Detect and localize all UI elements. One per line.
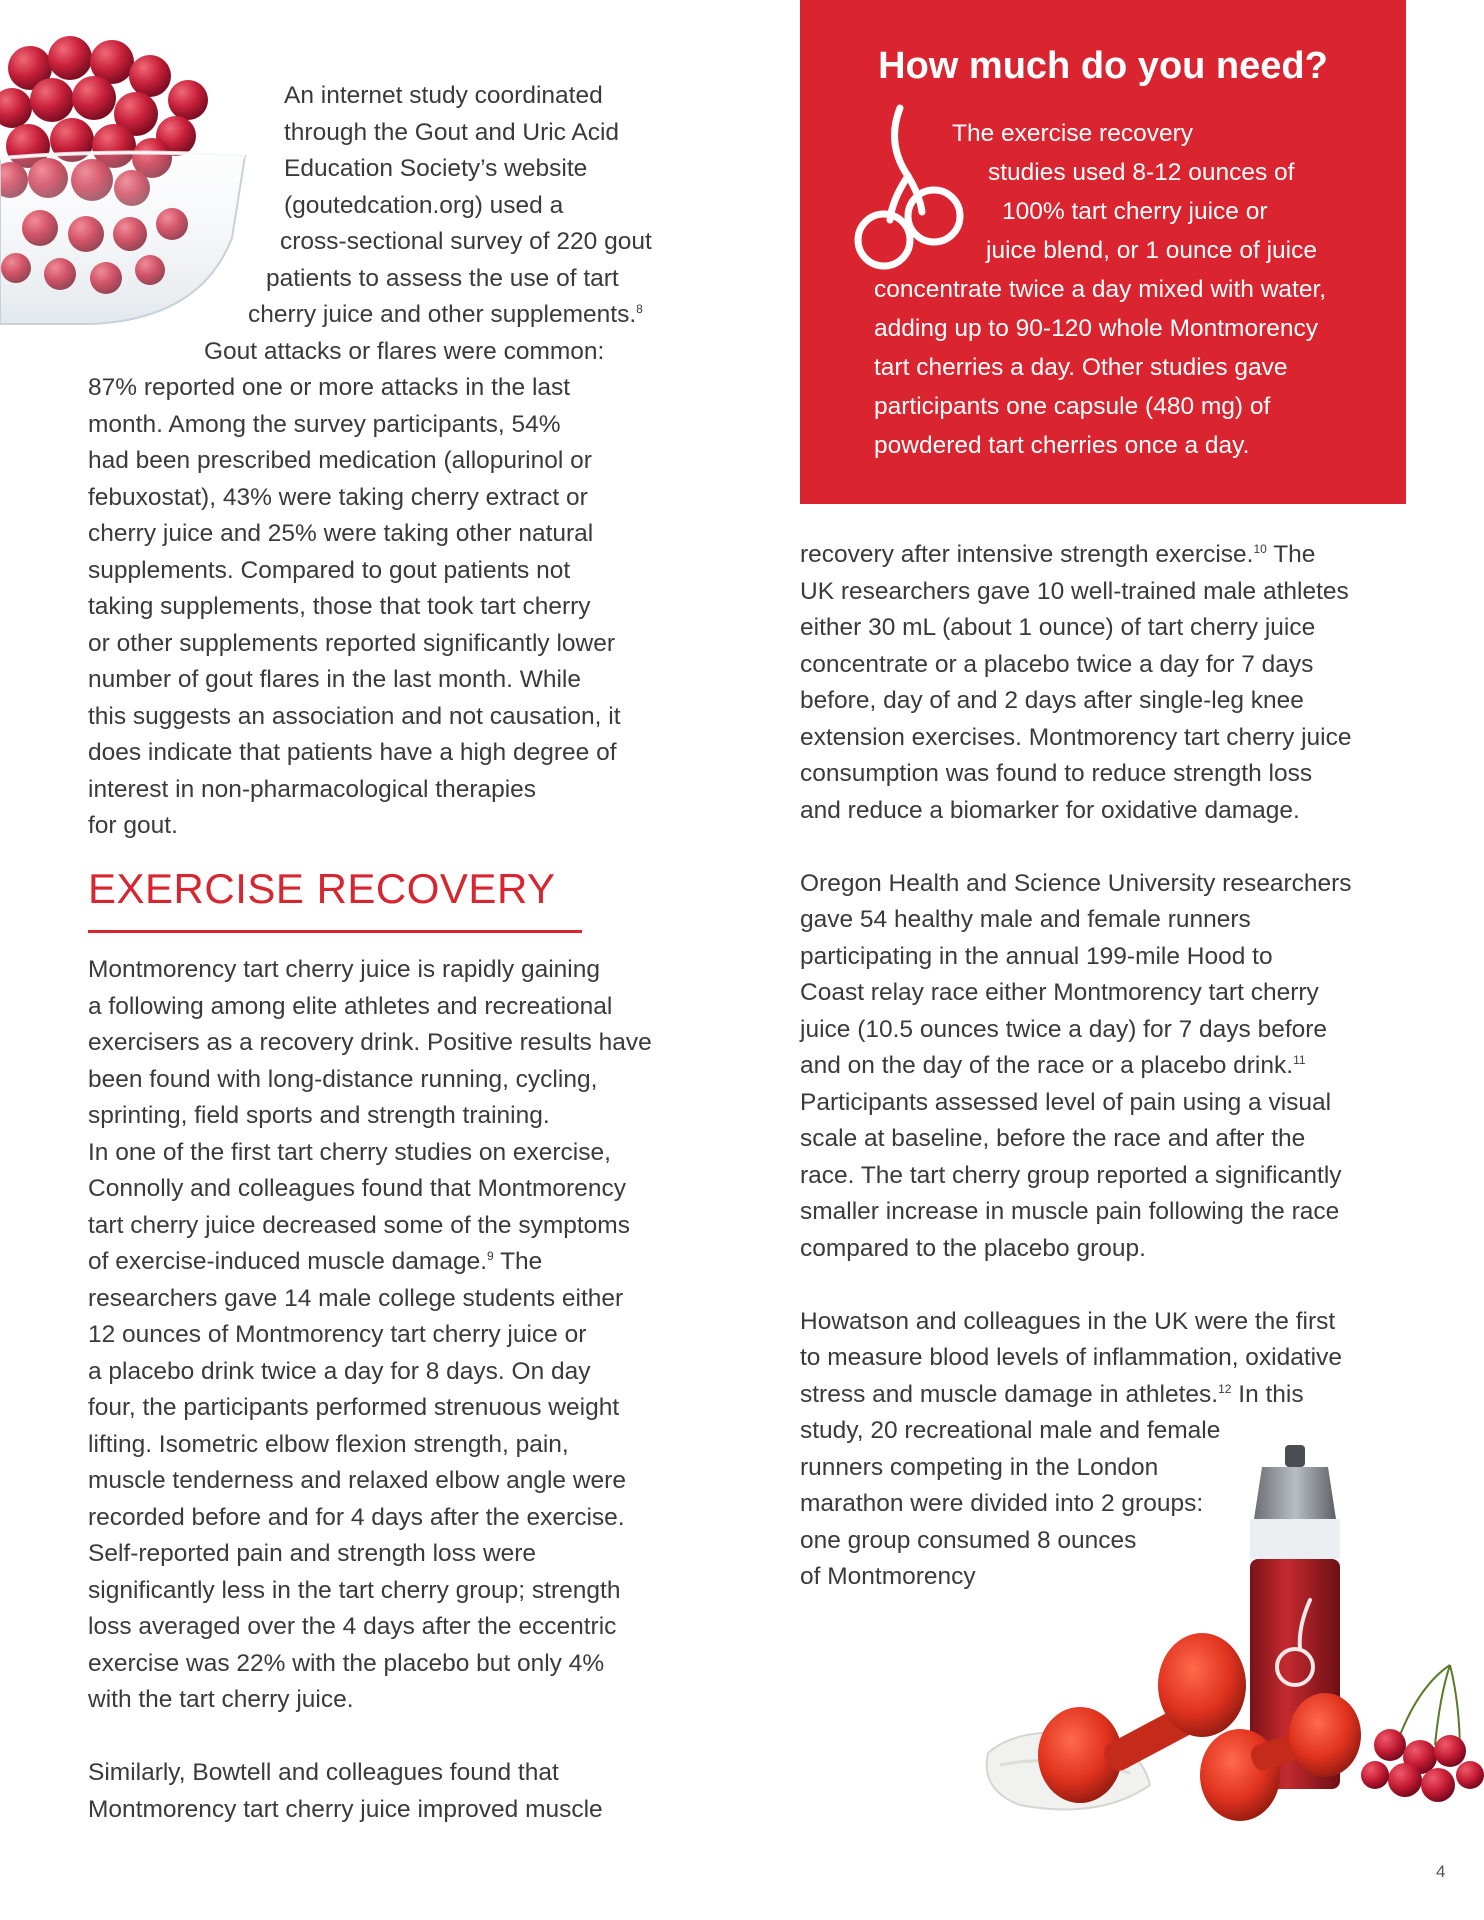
callout-line: 100% tart cherry juice or — [1002, 198, 1268, 225]
intro-line: cross-sectional survey of 220 gout — [280, 228, 652, 255]
body-line: consumption was found to reduce strength loss — [800, 760, 1313, 787]
fitness-still-life-image — [980, 1435, 1484, 1830]
body-line-text: and on the day of the race or a placebo drink. — [800, 1052, 1294, 1079]
intro-paragraph — [88, 78, 652, 845]
paragraph-gap — [88, 1719, 652, 1756]
body-line: concentrate or a placebo twice a day for 7 days — [800, 650, 1314, 678]
paragraph-gap — [800, 1267, 1352, 1304]
body-line: and reduce a biomarker for oxidative damage. — [800, 796, 1300, 824]
body-line: a placebo drink twice a day for 8 days. On day — [88, 1357, 591, 1385]
body-line: gave 54 healthy male and female runners — [800, 906, 1251, 933]
body-line: participating in the annual 199-mile Hood to — [800, 942, 1273, 970]
body-line: been found with long-distance running, cycling, — [88, 1065, 598, 1093]
body-line: of Montmorency — [800, 1563, 976, 1590]
body-line: four, the participants performed strenuous weight — [88, 1394, 620, 1421]
body-line — [88, 1244, 652, 1281]
body-line: before, day of and 2 days after single-leg knee — [800, 687, 1304, 714]
body-line: loss averaged over the 4 days after the eccentric — [88, 1613, 617, 1640]
body-line: researchers gave 14 male college students either — [88, 1284, 624, 1312]
body-line: study, 20 recreational male and female — [800, 1417, 1221, 1444]
intro-line: interest in non-pharmacological therapies — [88, 775, 537, 803]
intro-line: had been prescribed medication (allopurinol or — [88, 447, 592, 474]
callout-line: juice blend, or 1 ounce of juice — [986, 237, 1317, 264]
paragraph-gap — [800, 829, 1352, 866]
intro-line: Gout attacks or flares were common: — [204, 337, 605, 365]
body-line: juice (10.5 ounces twice a day) for 7 days before — [800, 1015, 1328, 1043]
intro-line: febuxostat), 43% were taking cherry extract or — [88, 483, 588, 511]
callout-line: studies used 8-12 ounces of — [988, 159, 1295, 186]
callout-body — [800, 114, 1326, 465]
body-line: Montmorency tart cherry juice is rapidly gaining — [88, 956, 600, 983]
callout-line: The exercise recovery — [952, 120, 1194, 147]
footnote-marker: 12 — [1218, 1381, 1232, 1396]
intro-line: (goutedcation.org) used a — [284, 191, 564, 219]
body-line: marathon were divided into 2 groups: — [800, 1490, 1204, 1517]
intro-line: supplements. Compared to gout patients not — [88, 556, 571, 584]
body-line: smaller increase in muscle pain following the race — [800, 1198, 1340, 1225]
body-line: with the tart cherry juice. — [88, 1686, 354, 1713]
body-line-text: of exercise-induced muscle damage. — [88, 1248, 488, 1275]
body-line-text: In this — [1231, 1380, 1304, 1408]
body-line-text: The — [493, 1248, 543, 1275]
body-line: runners competing in the London — [800, 1453, 1159, 1481]
intro-line: for gout. — [88, 812, 178, 839]
intro-line: An internet study coordinated — [284, 82, 603, 109]
intro-line-text: cherry juice and other supplements. — [248, 301, 637, 328]
body-line: to measure blood levels of inflammation, oxidative — [800, 1344, 1343, 1371]
callout-line: concentrate twice a day mixed with water, — [874, 276, 1327, 303]
body-line-text: stress and muscle damage in athletes. — [800, 1380, 1219, 1408]
body-line — [800, 1048, 1352, 1085]
body-line: Howatson and colleagues in the UK were the first — [800, 1307, 1336, 1335]
callout-line: powdered tart cherries once a day. — [874, 432, 1250, 459]
body-line: lifting. Isometric elbow flexion strength, pain, — [88, 1430, 569, 1458]
footnote-marker: 11 — [1293, 1052, 1306, 1067]
page-number: 4 — [1436, 1862, 1446, 1881]
callout-line: adding up to 90-120 whole Montmorency — [874, 315, 1319, 342]
intro-line: number of gout flares in the last month. While — [88, 666, 581, 693]
intro-line: patients to assess the use of tart — [266, 264, 619, 292]
body-line — [800, 1377, 1352, 1414]
intro-line: taking supplements, those that took tart cherry — [88, 593, 591, 620]
body-line: Montmorency tart cherry juice improved muscle — [88, 1795, 603, 1823]
intro-line: does indicate that patients have a high degree of — [88, 739, 617, 766]
callout-line: participants one capsule (480 mg) of — [874, 393, 1271, 420]
footnote-marker: 10 — [1253, 541, 1267, 556]
intro-line — [248, 297, 652, 334]
footnote-marker: 9 — [487, 1248, 494, 1263]
intro-line: this suggests an association and not causation, it — [88, 702, 621, 730]
body-line: one group consumed 8 ounces — [800, 1526, 1137, 1554]
body-line-text: The — [1266, 541, 1316, 568]
body-line: In one of the first tart cherry studies on exercise, — [88, 1138, 611, 1166]
body-line: exercisers as a recovery drink. Positive results have — [88, 1029, 652, 1056]
body-line: a following among elite athletes and recreational — [88, 992, 613, 1020]
body-line: recorded before and for 4 days after the exercise. — [88, 1503, 625, 1531]
body-line: either 30 mL (about 1 ounce) of tart cherry juice — [800, 614, 1316, 641]
body-line: Participants assessed level of pain using a visual — [800, 1088, 1332, 1116]
body-line: exercise was 22% with the placebo but only 4% — [88, 1649, 605, 1677]
body-line: muscle tenderness and relaxed elbow angle were — [88, 1467, 626, 1494]
body-line: Coast relay race either Montmorency tart cherry — [800, 979, 1319, 1006]
intro-line: 87% reported one or more attacks in the last — [88, 374, 571, 401]
heading-underline — [88, 930, 582, 933]
dosage-callout — [800, 0, 1406, 504]
body-line — [800, 537, 1352, 574]
intro-line: month. Among the survey participants, 54% — [88, 410, 561, 438]
intro-line: through the Gout and Uric Acid — [284, 118, 620, 146]
intro-line: cherry juice and 25% were taking other natural — [88, 520, 594, 547]
body-line: UK researchers gave 10 well-trained male athletes — [800, 577, 1349, 605]
body-line: sprinting, field sports and strength training. — [88, 1102, 550, 1129]
intro-line: or other supplements reported significantly lower — [88, 629, 616, 657]
body-line: scale at baseline, before the race and after the — [800, 1125, 1306, 1152]
section-heading: EXERCISE RECOVERY — [88, 865, 556, 912]
footnote-marker: 8 — [636, 301, 643, 316]
body-line: 12 ounces of Montmorency tart cherry juice or — [88, 1321, 587, 1348]
intro-line: Education Society’s website — [284, 155, 588, 182]
body-line: tart cherry juice decreased some of the symptoms — [88, 1211, 630, 1239]
body-line: Connolly and colleagues found that Montmorency — [88, 1175, 626, 1202]
exercise-recovery-body — [88, 952, 652, 1828]
body-line: race. The tart cherry group reported a significantly — [800, 1161, 1342, 1189]
section-heading-block — [88, 864, 556, 914]
body-line: extension exercises. Montmorency tart cherry juice — [800, 723, 1352, 751]
body-line: compared to the placebo group. — [800, 1234, 1146, 1262]
body-line: significantly less in the tart cherry group; strength — [88, 1576, 621, 1604]
body-line: Oregon Health and Science University researchers — [800, 869, 1352, 897]
body-line-text: recovery after intensive strength exercise. — [800, 541, 1254, 568]
callout-title: How much do you need? — [878, 45, 1328, 87]
callout-line: tart cherries a day. Other studies gave — [874, 354, 1288, 381]
body-line: Similarly, Bowtell and colleagues found that — [88, 1759, 559, 1786]
body-line: Self-reported pain and strength loss were — [88, 1540, 537, 1567]
